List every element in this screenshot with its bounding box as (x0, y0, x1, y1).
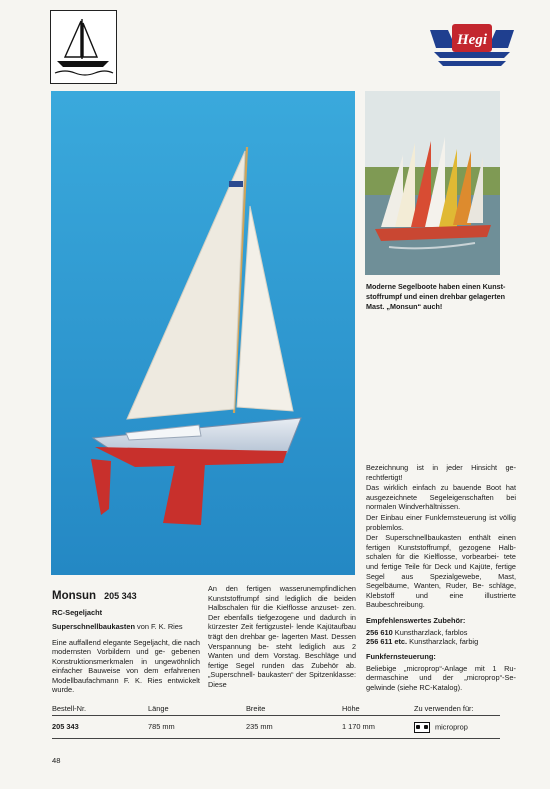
accessory-text: Kunstharzlack, farblos (394, 627, 468, 637)
paragraph: Der Superschnellbaukasten enthält einen fertigen Kunststoffrumpf, gezogene Halb- schalen für die Kielflosse, vorbearbei- tete und fertige Teile für Deck und Kajüte, fertige Segel aus Spezialgewebe, Mast, Segelbäume, Wanten, Ruder, Be- schläge, Klebstoff und eine illustrierte Baubeschreibung. (366, 533, 516, 610)
radio-text: Beliebige „microprop“-Anlage mit 1 Ru- dermaschine und der „microprop“-Se- gelwinde (siehe RC-Katalog). (366, 663, 516, 692)
table-cell: 235 mm (246, 722, 273, 731)
radio-system: microprop (435, 722, 468, 732)
product-subtitle: RC-Segeljacht (52, 608, 103, 617)
accessory-code: 256 611 etc. (366, 636, 408, 646)
sailboat-photo (51, 91, 355, 575)
product-info (52, 590, 200, 694)
table-row (52, 720, 500, 734)
middle-column: An den fertigen wasserunempfindlichen Kunststoffrumpf sind lediglich die beiden Halbschalen für die Kielflosse anzuset- zen. Der ebenfalls tiefgezogene und dadurch in kürzester Zeit fertigzustel- lende Kajütaufbau trägt den drehbar ge- lagerten Mast. Dessen Verspannung be- steht lediglich aus 2 Wanten und dem Vorstag. Beschläge und fertige Segel runden das Zubehör ab. „Superschnell- baukasten“ der Spitzenklasse: Diese (208, 584, 356, 689)
product-description: Eine auffallend elegante Segeljacht, die nach modernsten Vorbildern und ge- gebenen Konstruktionsmerkmalen in ungewöhnlich einfacher Bauweise von dem erfahrenen Modellbaufachmann F. K. Ries entwickelt wurde. (52, 638, 200, 695)
accessory-code: 256 610 (366, 627, 393, 637)
table-divider (52, 738, 500, 739)
brand-logo (428, 22, 516, 72)
paragraph: Bezeichnung ist in jeder Hinsicht ge- rechtfertigt! (366, 463, 516, 482)
kit-label: Superschnellbaukasten (52, 622, 135, 631)
photo-caption (366, 282, 516, 312)
accessories-title: Empfehlenswertes Zubehör: (366, 615, 466, 625)
table-cell-radio (414, 722, 468, 733)
spec-table (52, 702, 500, 734)
caption-line: stoffrumpf und einen drehbar gelagerten (366, 292, 505, 301)
hegi-logo-icon (428, 22, 516, 72)
caption-line: Mast. „Monsun“ auch! (366, 302, 443, 311)
table-cell: 205 343 (52, 722, 79, 731)
header-cell: Bestell-Nr. (52, 704, 87, 713)
sailboat-icon (51, 11, 116, 83)
page-number: 48 (52, 756, 61, 765)
table-divider (52, 715, 500, 716)
product-title (52, 590, 200, 602)
accessory-item (366, 637, 516, 646)
header-cell: Länge (148, 704, 169, 713)
remote-control-icon (414, 722, 430, 733)
accessory-item (366, 628, 516, 637)
header-cell: Höhe (342, 704, 360, 713)
product-name: Monsun (52, 590, 97, 602)
product-number: 205 343 (104, 591, 137, 601)
right-column (366, 463, 516, 692)
table-cell: 785 mm (148, 722, 175, 731)
header-cell: Breite (246, 704, 266, 713)
table-cell: 1 170 mm (342, 722, 375, 731)
sailboat-logo (50, 10, 117, 84)
regatta-photo (365, 91, 500, 275)
kit-line (52, 622, 200, 631)
accessory-text: Kunstharzlack, farbig (409, 636, 479, 646)
header-cell: Zu verwenden für: (414, 704, 474, 713)
radio-title: Funkfernsteuerung: (366, 652, 436, 662)
caption-line: Moderne Segelboote haben einen Kunst- (366, 282, 506, 291)
paragraph: Der Einbau einer Funkfernsteuerung ist völlig problemlos. (366, 512, 516, 532)
table-header (52, 702, 500, 716)
paragraph: Das wirklich einfach zu bauende Boot hat ausgezeichnete Segeleigenschaften bei normalen Windverhältnissen. (366, 483, 516, 512)
svg-text:Hegi: Hegi (457, 32, 487, 48)
kit-author: von F. K. Ries (134, 622, 183, 631)
